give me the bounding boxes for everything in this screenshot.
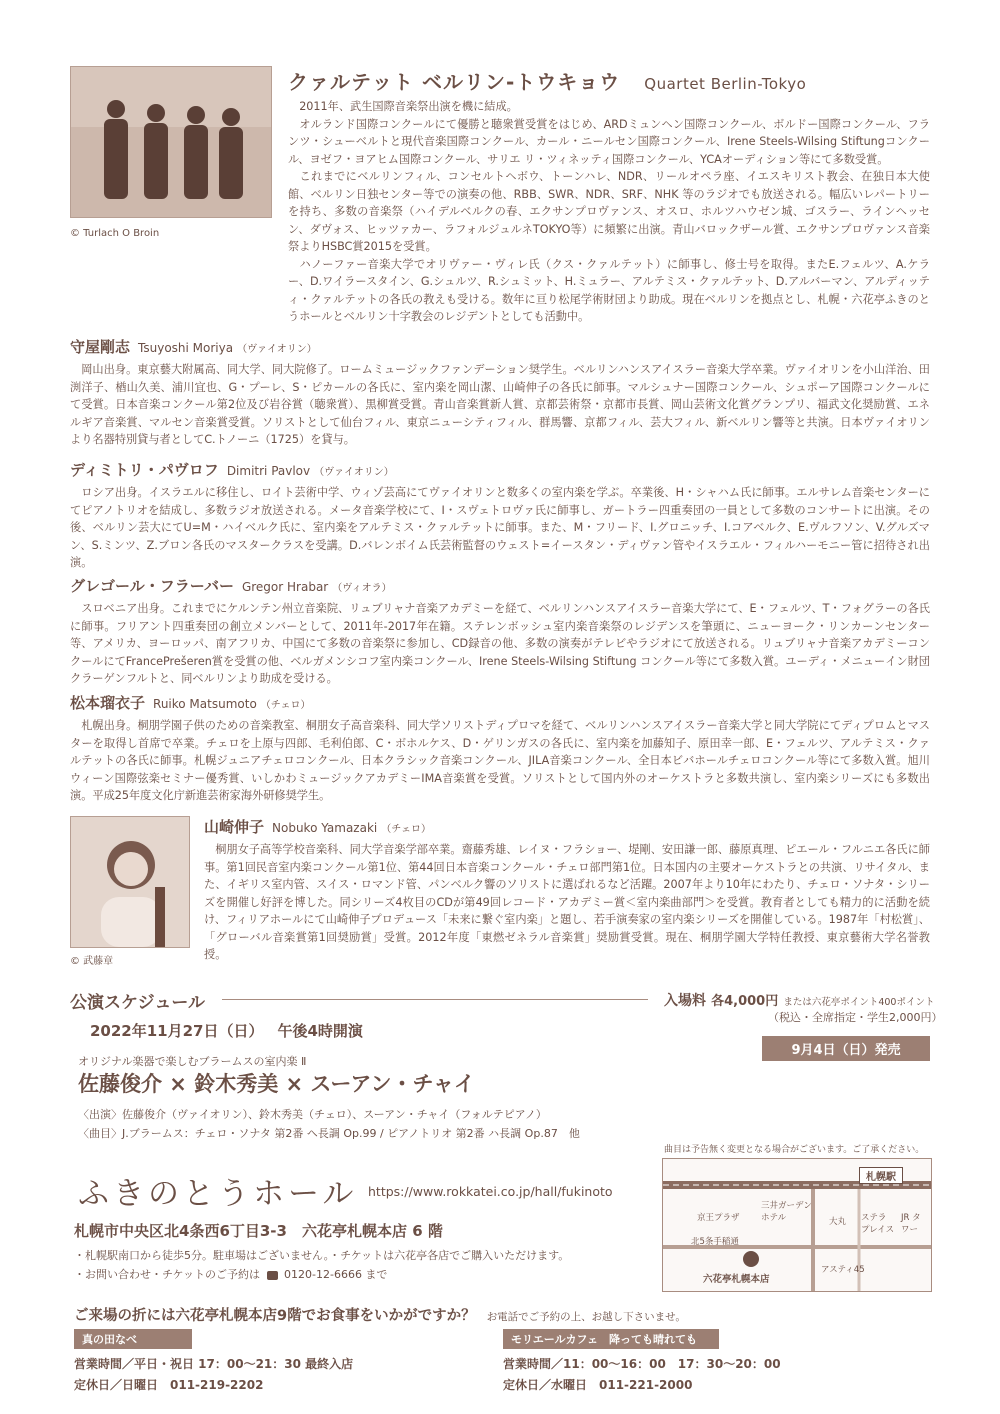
- hall-url[interactable]: https://www.rokkatei.co.jp/hall/fukinoto: [368, 1184, 613, 1199]
- station-badge: 札幌駅: [859, 1167, 903, 1184]
- quartet-bio-paragraph: オルランド国際コンクールにて優勝と聴衆賞受賞をはじめ、ARDミュンヘン国際コンクール、ボルドー国際コンクール、フランツ・シューベルトと現代音楽国際コンクール、カール・ニールセン国際コンクール、Irene Steels-Wilsing Stiftungコンクール、ヨゼフ・ヨアヒム国際コンクール、サリエ リ・ツィネッティ国際コンクール、YCAオーディション等にて多数受賞。: [288, 117, 930, 166]
- yamazaki-photo: [70, 816, 190, 948]
- quartet-photo-caption: © Turlach O Broin: [70, 228, 160, 239]
- concert-datetime: [90, 1020, 363, 1041]
- hall-note: ・札幌駅南口から徒歩5分。駐車場はございません。・チケットは六花亭各店でご購入いただけます。: [74, 1249, 570, 1262]
- restaurant-right: [503, 1328, 923, 1393]
- map-label: 北5条手稲通: [691, 1237, 739, 1247]
- member-name-ja: 山崎伸子: [204, 818, 265, 836]
- restaurant-name: 真の田なべ: [74, 1329, 192, 1349]
- quartet-bio-paragraph: ハノーファー音楽大学でオリヴァー・ヴィレ氏（クス・クァルテット）に師事し、修士号を取得。またE.フェルツ、A.ケラー、D.ワイラースタイン、G.シュルツ、R.シュミット、H.ミュラー、アルテミス・クァルテット、D.アルバーマン、アルディッティ・クァルテットの各氏の教えも受ける。数年に亘り松尾学術財団より助成。現在ベルリンを拠点とし、札幌・六花亭ふきのとうホールとベルリン十字教会のレジデントとしても活動中。: [288, 257, 930, 323]
- fee-label: 入場料: [664, 993, 706, 1009]
- member-role: （ヴァイオリン）: [314, 467, 394, 478]
- map-label: 大丸: [829, 1217, 847, 1227]
- member-bio: スロベニア出身。これまでにケルンテン州立音楽院、リュブリャナ音楽アカデミーを経て、ベルリンハンスアイスラー音楽大学にて、E・フェルツ、T・フォグラーの各氏に師事。フリアント四重奏団の創立メンバーとして、2011年-2017年在籍。ステレンボッシュ室内楽音楽祭のレジデンスを筆頭に、ニューヨーク・リンカーンセンター等、アメリカ、ヨーロッパ、南アフリカ、中国にて多数の音楽祭に参加し、CD録音の他、多数の演奏がテレビやラジオにて放送される。リュブリャナ音楽アカデミーコンクールにてFrancePrešeren賞を受賞の他、ベルガメンシコフ室内楽コンクール、Irene Steels-Wilsing Stiftung コンクール等にて多数入賞。ユーディ・メニューイン財団クラーゲンフルトと、同ベルリンより助成を受ける。: [70, 602, 930, 685]
- member-name-ja: ディミトリ・パヴロフ: [70, 461, 219, 479]
- map-label: 六花亭札幌本店: [703, 1274, 770, 1285]
- restaurant-name: モリエールカフェ 降っても晴れても: [503, 1329, 719, 1349]
- quartet-bio-paragraph: これまでにベルリンフィル、コンセルトヘボウ、トーンハレ、NDR、リールオペラ座、イエスキリスト教会、在独日本大使館、ベルリン日独センター等での演奏の他、RBB、SWR、NDR、SRF、NHK 等のラジオでも放送される。幅広いレパートリーを持ち、多数の音楽祭（ハイデルベルクの春、エクサンプロヴァンス、オスロ、ホルツハウゼン城、ゴスラー、ラインヘッセン、ダヴォス、ヒッツァカー、ラフォルジュルネTOKYO等）に頻繁に出演。青山バロックザール賞、エクサンプロヴァンス音楽祭よりHSBC賞2015を受賞。: [288, 170, 930, 253]
- map-label: 京王プラザ: [697, 1213, 740, 1223]
- quartet-bio-paragraph: 2011年、武生国際音楽祭出演を機に結成。: [288, 100, 518, 113]
- concert-program: 〈曲目〉J.ブラームス：チェロ・ソナタ 第2番 ヘ長調 Op.99 / ピアノトリオ 第2番 ハ長調 Op.87 他: [78, 1127, 580, 1140]
- concert-subtitle: オリジナル楽器で楽しむブラームスの室内楽 Ⅱ: [78, 1055, 307, 1068]
- restaurant-hours: 営業時間／平日・祝日 17：00～21：30 最終入店: [74, 1357, 354, 1371]
- member-name-en: Gregor Hrabar: [241, 580, 329, 594]
- fee-note: （税込・全席指定・学生2,000円）: [768, 1011, 943, 1024]
- member-role: （ヴァイオリン）: [237, 344, 317, 355]
- map-label: ステラ プレイス: [861, 1213, 895, 1235]
- member-name-en: Ruiko Matsumoto: [153, 697, 257, 711]
- member-name-ja: グレゴール・フラーバー: [70, 577, 234, 595]
- map-label: アスティ45: [821, 1265, 865, 1275]
- member-role: （チェロ）: [260, 700, 311, 711]
- map-label: 三井ガーデン ホテル: [761, 1201, 812, 1223]
- member-hrabar: [70, 575, 930, 688]
- schedule-title: 公演スケジュール: [70, 993, 205, 1013]
- on-sale-badge: 9月4日（日）発売: [762, 1036, 930, 1061]
- fee-line: [664, 990, 934, 1010]
- concert-time: 午後4時開演: [277, 1022, 363, 1040]
- schedule-divider: [222, 999, 648, 1000]
- dining-heading-note: お電話でご予約の上、お越し下さいませ。: [486, 1311, 686, 1323]
- member-bio: ロシア出身。イスラエルに移住し、ロイト芸術中学、ウィゾ芸高にてヴァイオリンと数多くの室内楽を学ぶ。卒業後、H・シャハム氏に師事。エルサレム音楽センターにてピアノトリオを結成し、多数ラジオ放送される。メータ音楽学校にて、I・スヴェトロヴァ氏に師事し、ガートラー四重奏団の一員として多数のコンサートに出演。その後、ベルリン芸大にてU=M・ハイベルク氏に、室内楽をアルテミス・クァルテットに師事。また、M・フリード、I.グロニッチ、I.コアベルク、E.ヴルフソン、V.グルズマン、S.ミンツ、Z.ブロン各氏のマスタークラスを受講。D.バレンボイム氏芸術監督のウェスト=イースタン・ディヴァン管やイスラエル・フィルハーモニー管に招待され出演。: [70, 486, 930, 569]
- member-name-en: Dimitri Pavlov: [226, 464, 311, 478]
- contact-prefix: ・お問い合わせ・チケットのご予約は: [74, 1268, 261, 1281]
- member-matsumoto: [70, 692, 930, 805]
- dining-heading: [74, 1304, 686, 1325]
- member-name: [70, 575, 930, 596]
- concert-performers: 佐藤俊介 × 鈴木秀美 × スーアン・チャイ: [78, 1072, 475, 1096]
- restaurant-left: [74, 1328, 474, 1393]
- member-bio: 札幌出身。桐朋学園子供のための音楽教室、桐朋女子高音楽科、同大学ソリストディプロマを経て、ベルリンハンスアイスラー音楽大学と同大学院にてディプロムとマスターを取得し首席で卒業。チェロを上原与四郎、毛利伯郎、C・ボホルケス、D・ゲリンガスの各氏に、室内楽を加藤知子、原田幸一郎、E・フェルツ、アルテミス・クァルテットの各氏に師事。札幌ジュニアチェロコンクール、日本クラシック音楽コンクール、JILA音楽コンクール、全日本ビバホールチェロコンクール等にて多数入賞。旭川ウィーン国際弦楽セミナー優秀賞、いしかわミュージックアカデミーIMA音楽賞を受賞。ソリストとして国内外のオーケストラと多数共演し、室内楽シリーズにも多数出演。平成25年度文化庁新進芸術家海外研修奨学生。: [70, 719, 930, 802]
- hall-contact: [74, 1266, 387, 1282]
- restaurant-closed: 定休日／日曜日 011-219-2202: [74, 1378, 264, 1392]
- hall-logo: ふきのとうホール: [78, 1176, 358, 1212]
- concert-cast: 〈出演〉佐藤俊介（ヴァイオリン）、鈴木秀美（チェロ）、スーアン・チャイ（フォルテピアノ）: [78, 1108, 547, 1121]
- restaurant-hours: 営業時間／11：00～16：00 17：30～20：00: [503, 1357, 781, 1371]
- member-name-ja: 守屋剛志: [70, 338, 131, 356]
- member-pavlov: [70, 459, 930, 572]
- member-moriya: [70, 336, 930, 449]
- member-bio: 岡山出身。東京藝大附属高、同大学、同大院修了。ロームミュージックファンデーション奨学生。ベルリンハンスアイスラー音楽大学卒業。ヴァイオリンを小山洋治、田渕洋子、楢山久美、浦川宜也、G・プーレ、S・ピカールの各氏に、室内楽を岡山潔、山崎伸子の各氏に師事。マルシュナー国際コンクール、シュポーア国際コンクールにて受賞。日本音楽コンクール第2位及び岩谷賞（聴衆賞）、黒柳賞受賞。青山音楽賞新人賞、京都芸術祭・京都市長賞、岡山芸術文化賞グランプリ、福武文化奨励賞、エネルギア音楽賞、マルセン音楽賞受賞。ソリストとして仙台フィル、東京ニューシティフィル、群馬響、京都フィル、芸大フィル、新ベルリン響等と共演。日本ヴァイオリンより名器特別貸与者としてC.トノーニ（1725）を貸与。: [70, 363, 930, 446]
- member-role: （ヴィオラ）: [332, 583, 392, 594]
- quartet-photo: [70, 66, 272, 218]
- dining-heading-main: ご来場の折には六花亭札幌本店9階でお食事をいかがですか？: [74, 1308, 476, 1324]
- member-name-en: Tsuyoshi Moriya: [138, 341, 234, 355]
- quartet-title-en: Quartet Berlin-Tokyo: [644, 75, 807, 93]
- member-bio: 桐朋女子高等学校音楽科、同大学音楽学部卒業。齋藤秀雄、レイヌ・フラショー、堤剛、安田謙一郎、藤原真理、ピエール・フルニエ各氏に師事。第1回民音室内楽コンクール第1位、第44回日本音楽コンクール・チェロ部門第1位。日本国内の主要オーケストラとの共演、リサイタル、また、イギリス室内管、スイス・ロマンド管、パンベルク響のソリストに選ばれるなど活躍。2007年より10年にわたり、チェロ・ソナタ・シリーズを開催し好評を博した。同シリーズ4枚目のCDが第49回レコード・アカデミー賞＜室内楽曲部門＞を受賞。教育者としても精力的に活動を続け、フィリアホールにて山崎伸子プロデュース「未来に繋ぐ室内楽」と題し、若手演奏家の室内楽シリーズを開催している。1987年「村松賞」、「グローバル音楽賞第1回奨励賞」受賞。2012年度「東燃ゼネラル音楽賞」奨励賞受賞。現在、桐朋学園大学特任教授、東京藝術大学名誉教授。: [204, 843, 930, 961]
- member-name-en: Nobuko Yamazaki: [272, 821, 378, 835]
- map-label: JR タワー: [901, 1213, 921, 1235]
- yamazaki-photo-caption: © 武藤章: [70, 956, 114, 967]
- access-map: [662, 1158, 932, 1292]
- concert-date: 2022年11月27日（日）: [90, 1022, 264, 1040]
- member-name: [70, 459, 930, 480]
- quartet-bio: [288, 98, 930, 326]
- contact-phone: 0120-12-6666 まで: [284, 1268, 388, 1281]
- hall-address: 札幌市中央区北4条西6丁目3-3 六花亭札幌本店 6 階: [74, 1222, 443, 1240]
- fee-alt: または六花亭ポイント400ポイント: [783, 997, 935, 1008]
- restaurant-closed: 定休日／水曜日 011-221-2000: [503, 1378, 693, 1392]
- member-name: [70, 336, 930, 357]
- member-yamazaki: [204, 816, 930, 964]
- quartet-title: [288, 66, 806, 95]
- member-name-ja: 松本瑠衣子: [70, 694, 146, 712]
- member-role: （チェロ）: [381, 824, 431, 835]
- phone-icon: [267, 1271, 278, 1280]
- member-name: [70, 692, 930, 713]
- member-name: [204, 816, 930, 837]
- fee-value: 各4,000円: [711, 994, 779, 1009]
- map-note: 曲目は予告無く変更となる場合がございます。ご了承ください。: [664, 1145, 925, 1155]
- quartet-title-ja: クァルテット ベルリン-トウキョウ: [288, 70, 621, 94]
